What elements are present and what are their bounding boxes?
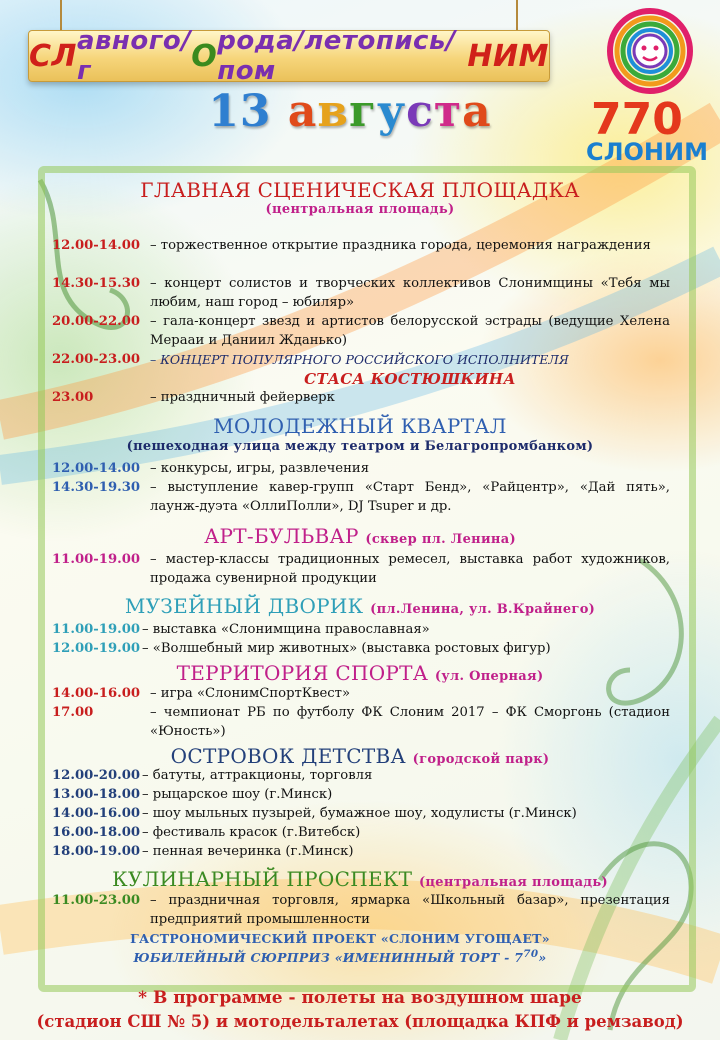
date-letter: а xyxy=(462,86,492,137)
event-text: – чемпионат РБ по футболу ФК Слоним 2017 – ФК Сморгонь (стадион «Юность») xyxy=(150,705,670,739)
museum-title: МУЗЕЙНЫЙ ДВОРИК xyxy=(124,594,364,618)
event-text: – праздничный фейерверк xyxy=(150,390,335,405)
logo-number: 770 xyxy=(591,94,683,145)
date-letter: т xyxy=(433,86,463,137)
event-time: 12.00-19.00 xyxy=(52,641,141,656)
section-title-youth: МОЛОДЕЖНЫЙ КВАРТАЛ xyxy=(213,414,507,438)
date-letter: а xyxy=(287,86,318,137)
event-text: – гала-концерт звезд и артистов белорусской эстрады (ведущие Хелена Мерааи и Даниил Жданько) xyxy=(150,314,670,348)
event-time: 12.00-14.00 xyxy=(52,461,141,476)
date-letter: с xyxy=(406,86,434,137)
event-time: 18.00-19.00 xyxy=(52,844,141,859)
date-letter: в xyxy=(317,86,349,137)
event-text: – фестиваль красок (г.Витебск) xyxy=(142,825,361,840)
event-time: 11.00-23.00 xyxy=(52,893,141,908)
sport-subtitle: (ул. Оперная) xyxy=(434,669,544,684)
event-time: 17.00 xyxy=(52,705,94,720)
event-row xyxy=(52,891,670,929)
banner-part: СЛ xyxy=(29,38,77,74)
section-title-kids xyxy=(0,744,720,768)
event-row xyxy=(52,236,670,255)
event-time: 14.00-16.00 xyxy=(52,806,141,821)
headliner-name: СТАСА КОСТЮШКИНА xyxy=(304,370,516,388)
event-time: 13.00-18.00 xyxy=(52,787,141,802)
kids-subtitle: (городской парк) xyxy=(412,752,550,767)
date-letter: у xyxy=(376,86,407,137)
kids-title: ОСТРОВОК ДЕТСТВА xyxy=(170,744,406,768)
event-text: – КОНЦЕРТ ПОПУЛЯРНОГО РОССИЙСКОГО ИСПОЛНИТЕЛЯ xyxy=(150,352,569,367)
event-time: 22.00-23.00 xyxy=(52,352,141,367)
culinary-subtitle: (центральная площадь) xyxy=(418,875,608,890)
event-text: – конкурсы, игры, развлечения xyxy=(150,461,370,476)
event-row xyxy=(52,620,670,639)
section-subtitle-main-stage: (центральная площадь) xyxy=(265,202,455,217)
event-row xyxy=(52,478,670,516)
event-time: 14.30-15.30 xyxy=(52,276,141,291)
event-time: 12.00-14.00 xyxy=(52,238,141,253)
event-time: 16.00-18.00 xyxy=(52,825,141,840)
culinary-surprise xyxy=(0,948,680,965)
event-time: 11.00-19.00 xyxy=(52,622,141,637)
museum-subtitle: (пл.Ленина, ул. В.Крайнего) xyxy=(370,602,596,617)
art-subtitle: (сквер пл. Ленина) xyxy=(365,532,516,547)
date-letter: г xyxy=(348,86,377,137)
event-time: 11.00-19.00 xyxy=(52,552,141,567)
event-row xyxy=(52,312,670,350)
surprise-superscript: 70 xyxy=(523,948,539,960)
event-time: 20.00-22.00 xyxy=(52,314,141,329)
culinary-project: ГАСТРОНОМИЧЕСКИЙ ПРОЕКТ «СЛОНИМ УГОЩАЕТ» xyxy=(130,931,550,946)
event-time: 12.00-20.00 xyxy=(52,768,141,783)
date-digit: 13 xyxy=(208,86,272,137)
event-row xyxy=(52,785,670,804)
event-time: 23.00 xyxy=(52,390,94,405)
banner-part: авного/г xyxy=(76,26,192,86)
event-text: – рыцарское шоу (г.Минск) xyxy=(142,787,333,802)
event-row xyxy=(52,842,670,861)
event-row xyxy=(52,350,670,369)
event-row xyxy=(52,823,670,842)
section-title-museum xyxy=(0,594,720,618)
section-title-art xyxy=(0,524,720,548)
event-row xyxy=(52,550,670,588)
event-text: – концерт солистов и творческих коллективов Слонимщины «Тебя мы любим, наш город – юбиляр» xyxy=(150,276,670,310)
surprise-suffix: » xyxy=(538,950,547,966)
event-text: – праздничная торговля, ярмарка «Школьный базар», презентация предприятий промышленности xyxy=(150,893,670,927)
banner-part: НИМ xyxy=(467,38,549,74)
event-time: 14.00-16.00 xyxy=(52,686,141,701)
event-text: – торжественное открытие праздника города, церемония награждения xyxy=(150,238,651,253)
event-time: 14.30-19.30 xyxy=(52,480,141,495)
event-text: – игра «СлонимСпортКвест» xyxy=(150,686,351,701)
banner-part: рода/летопись/пом xyxy=(217,26,456,86)
event-row xyxy=(52,459,670,478)
section-title-culinary xyxy=(0,867,720,891)
section-subtitle-youth: (пешеходная улица между театром и Белагропромбанком) xyxy=(126,439,594,454)
event-text: – батуты, аттракционы, торговля xyxy=(142,768,373,783)
event-row xyxy=(52,388,670,407)
event-text: – пенная вечеринка (г.Минск) xyxy=(142,844,354,859)
banner-part: О xyxy=(191,38,218,74)
section-title-sport xyxy=(0,661,720,685)
footer-line-1: * В программе - полеты на воздушном шаре xyxy=(138,988,582,1008)
logo-text: СЛОНИМ xyxy=(585,138,708,166)
sport-title: ТЕРРИТОРИЯ СПОРТА xyxy=(176,661,429,685)
surprise-prefix: ЮБИЛЕЙНЫЙ СЮРПРИЗ «ИМЕНИННЫЙ ТОРТ - 7 xyxy=(133,950,524,966)
event-text: – «Волшебный мир животных» (выставка ростовых фигур) xyxy=(142,641,551,656)
event-text: – мастер-классы традиционных ремесел, выставка работ художников, продажа сувенирной продукции xyxy=(150,552,670,586)
footer-line-2: (стадион СШ № 5) и мотодельталетах (площадка КПФ и ремзавод) xyxy=(36,1012,684,1031)
event-text: – шоу мыльных пузырей, бумажное шоу, ходулисты (г.Минск) xyxy=(142,806,577,821)
event-text: – выступление кавер-групп «Старт Бенд», «Райцентр», «Дай пять», лаунж-дуэта «ОллиПолли», DJ Tsuper и др. xyxy=(150,480,670,514)
event-row xyxy=(52,274,670,312)
event-row xyxy=(52,684,670,703)
section-title-main-stage: ГЛАВНАЯ СЦЕНИЧЕСКАЯ ПЛОЩАДКА xyxy=(140,178,580,202)
art-title: АРТ-БУЛЬВАР xyxy=(204,524,359,548)
event-text: – выставка «Слонимщина православная» xyxy=(142,622,430,637)
culinary-title: КУЛИНАРНЫЙ ПРОСПЕКТ xyxy=(112,867,413,891)
event-row xyxy=(52,804,670,823)
event-row xyxy=(52,703,670,741)
event-row xyxy=(52,766,670,785)
event-row xyxy=(52,639,670,658)
